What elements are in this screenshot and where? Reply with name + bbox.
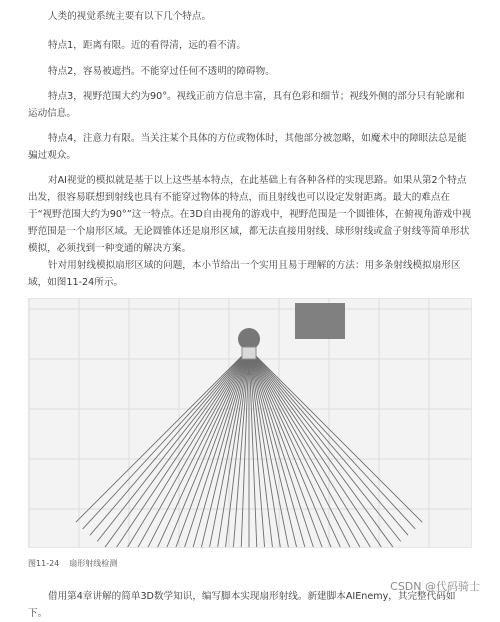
obstacle-cube: [295, 303, 345, 339]
method-paragraph: 针对用射线模拟扇形区域的问题，本小节给出一个实用且易于理解的方法：用多条射线模拟扇形区域，如图11-24所示。: [28, 260, 461, 288]
point-1-paragraph: 特点1，距离有限。近的看得清，远的看不清。: [48, 40, 246, 51]
ray-line: [105, 349, 249, 547]
figure-caption: [28, 558, 117, 569]
point-3-paragraph: 特点3，视野范围大约为90°。视线正前方信息丰富，具有色彩和细节；视线外侧的部分只有轮廓和运动信息。: [28, 91, 465, 119]
code-intro-paragraph: 借用第4章讲解的简单3D数学知识，编写脚本实现扇形射线。新建脚本AIEnemy，其完整代码如下。: [28, 591, 456, 619]
ray-line: [76, 349, 249, 522]
ray-line: [90, 349, 249, 535]
ray-line: [121, 349, 249, 547]
fan-raycast-illustration: [29, 299, 471, 547]
ray-line: [249, 349, 377, 547]
ray-line: [249, 349, 422, 522]
figure-title: 扇形射线检测: [69, 559, 118, 568]
ray-line: [249, 349, 393, 547]
point-2-paragraph: 特点2，容易被遮挡。不能穿过任何不透明的障碍物。: [48, 66, 275, 77]
ai-vision-paragraph: 对AI视觉的模拟就是基于以上这些基本特点，在此基础上有各种各样的实现思路。如果从第2个特点出发，很容易联想到射线也具有不能穿过物体的特点，而且射线也可以设定发射距离。最大的难点在于“视野范围大约为90°”这一特点。在3D自由视角的游戏中，视野范围是一个圆锥体，在俯视角游戏中视野范围是一个扇形区域。无论圆锥体还是扇形区域，都无法直接用射线、球形射线或盒子射线等简单形状模拟，必须找到一种变通的解决方案。: [28, 175, 472, 254]
ray-line: [249, 349, 385, 547]
watermark: CSDN @代码骑士: [390, 580, 480, 593]
enemy-body: [242, 347, 256, 359]
ray-fan: [76, 349, 422, 547]
fan-raycast-figure: [28, 298, 472, 548]
figure-number: 图11-24: [28, 559, 60, 568]
intro-paragraph: 人类的视觉系统主要有以下几个特点。: [48, 11, 212, 22]
point-4-paragraph: 特点4，注意力有限。当关注某个具体的方位或物体时，其他部分被忽略，如魔术中的障眼法总是能骗过观众。: [28, 133, 467, 161]
